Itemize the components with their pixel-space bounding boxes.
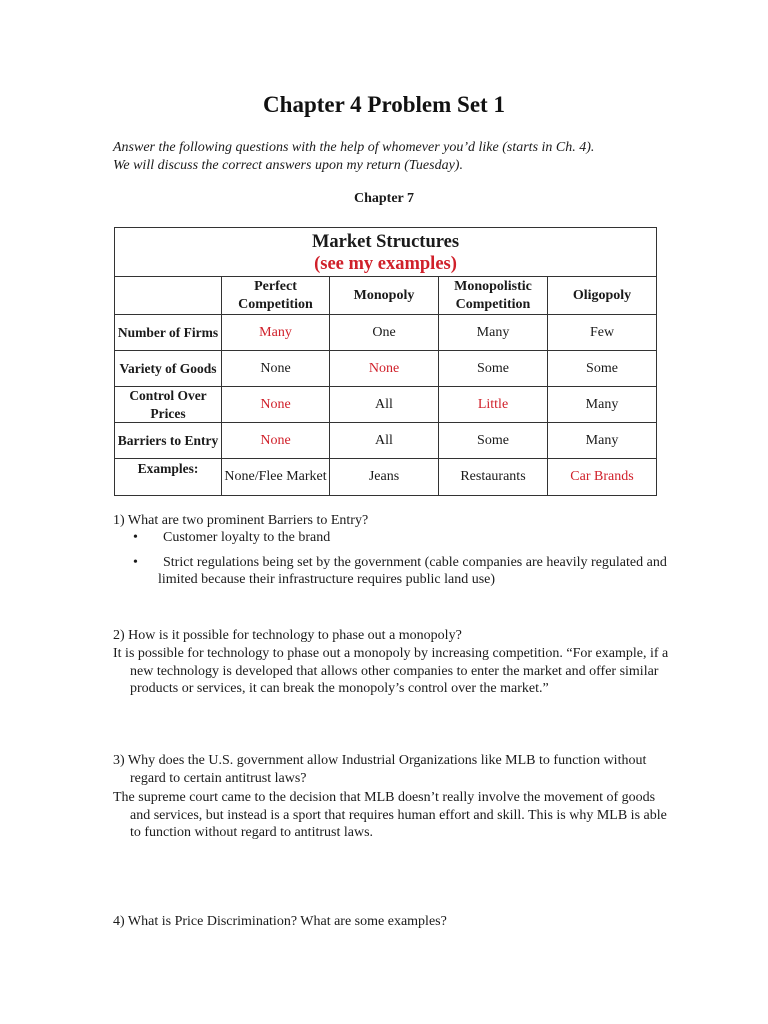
chapter-heading: Chapter 7: [353, 191, 415, 206]
table-subtitle: (see my examples): [314, 254, 457, 274]
table-cell: Little: [439, 387, 548, 423]
table-cell: Some: [439, 351, 548, 387]
table-cell: None: [330, 351, 439, 387]
instructions-line-2: We will discuss the correct answers upon my return (Tuesday).: [113, 157, 463, 173]
instructions: [113, 139, 673, 174]
row-label: Barriers to Entry: [115, 423, 222, 459]
page-title: Chapter 4 Problem Set 1: [263, 92, 505, 117]
table-row: [115, 315, 657, 351]
bullet-icon: •: [133, 554, 138, 570]
column-header-empty: [115, 277, 222, 315]
table-cell: Many: [548, 387, 657, 423]
question-4: 4) What is Price Discrimination? What are some examples?: [113, 914, 447, 929]
table-cell: Many: [222, 315, 330, 351]
table-cell: Jeans: [330, 459, 439, 496]
table-cell: Car Brands: [548, 459, 657, 496]
table-row: [115, 387, 657, 423]
table-cell: Some: [439, 423, 548, 459]
table-row: [115, 423, 657, 459]
market-structures-table: [114, 227, 657, 496]
question-1: 1) What are two prominent Barriers to Entry?: [113, 513, 369, 528]
question-1-answers: [113, 529, 673, 589]
row-label: Variety of Goods: [115, 351, 222, 387]
table-cell: None: [222, 423, 330, 459]
row-label: Examples:: [115, 459, 222, 496]
list-item: [113, 554, 673, 589]
column-header-monopolistic-competition: Monopolistic Competition: [439, 277, 548, 315]
answer-2: It is possible for technology to phase out a monopoly by increasing competition. “For example, if a new technology is developed that allows other companies to enter the market and offer similar products or services, it can break the monopoly’s control over the market.”: [113, 646, 669, 696]
table-title: Market Structures: [311, 232, 460, 252]
bullet-icon: •: [133, 530, 138, 545]
question-2: 2) How is it possible for technology to phase out a monopoly?: [113, 628, 462, 643]
list-item: [113, 529, 673, 547]
table-cell: Some: [548, 351, 657, 387]
table-cell: Many: [548, 423, 657, 459]
row-label: Control Over Prices: [115, 387, 222, 423]
row-label: Number of Firms: [115, 315, 222, 351]
table-caption: [115, 228, 657, 277]
table-cell: None/Flee Market: [222, 459, 330, 496]
table-cell: All: [330, 387, 439, 423]
table-cell: One: [330, 315, 439, 351]
table-cell: Few: [548, 315, 657, 351]
instructions-line-1: Answer the following questions with the help of whomever you’d like (starts in Ch. 4).: [113, 140, 595, 155]
table-row: [115, 351, 657, 387]
column-header-oligopoly: Oligopoly: [548, 277, 657, 315]
table-cell: Restaurants: [439, 459, 548, 496]
table-caption-row: [115, 228, 657, 277]
table-cell: None: [222, 387, 330, 423]
bullet-text: Strict regulations being set by the government (cable companies are heavily regulated and limited because their infrastructure requires public land use): [158, 554, 667, 587]
table-cell: All: [330, 423, 439, 459]
column-header-monopoly: Monopoly: [330, 277, 439, 315]
column-header-perfect-competition: Perfect Competition: [222, 277, 330, 315]
table-row: [115, 459, 657, 496]
table-cell: Many: [439, 315, 548, 351]
answer-3: The supreme court came to the decision that MLB doesn’t really involve the movement of goods and services, but instead is a sport that requires human effort and skill. This is why MLB is able to function without regard to antitrust laws.: [113, 790, 667, 840]
table-cell: None: [222, 351, 330, 387]
question-3: 3) Why does the U.S. government allow Industrial Organizations like MLB to function without regard to certain antitrust laws?: [113, 753, 647, 786]
table-header-row: [115, 277, 657, 315]
bullet-text: Customer loyalty to the brand: [163, 530, 331, 545]
